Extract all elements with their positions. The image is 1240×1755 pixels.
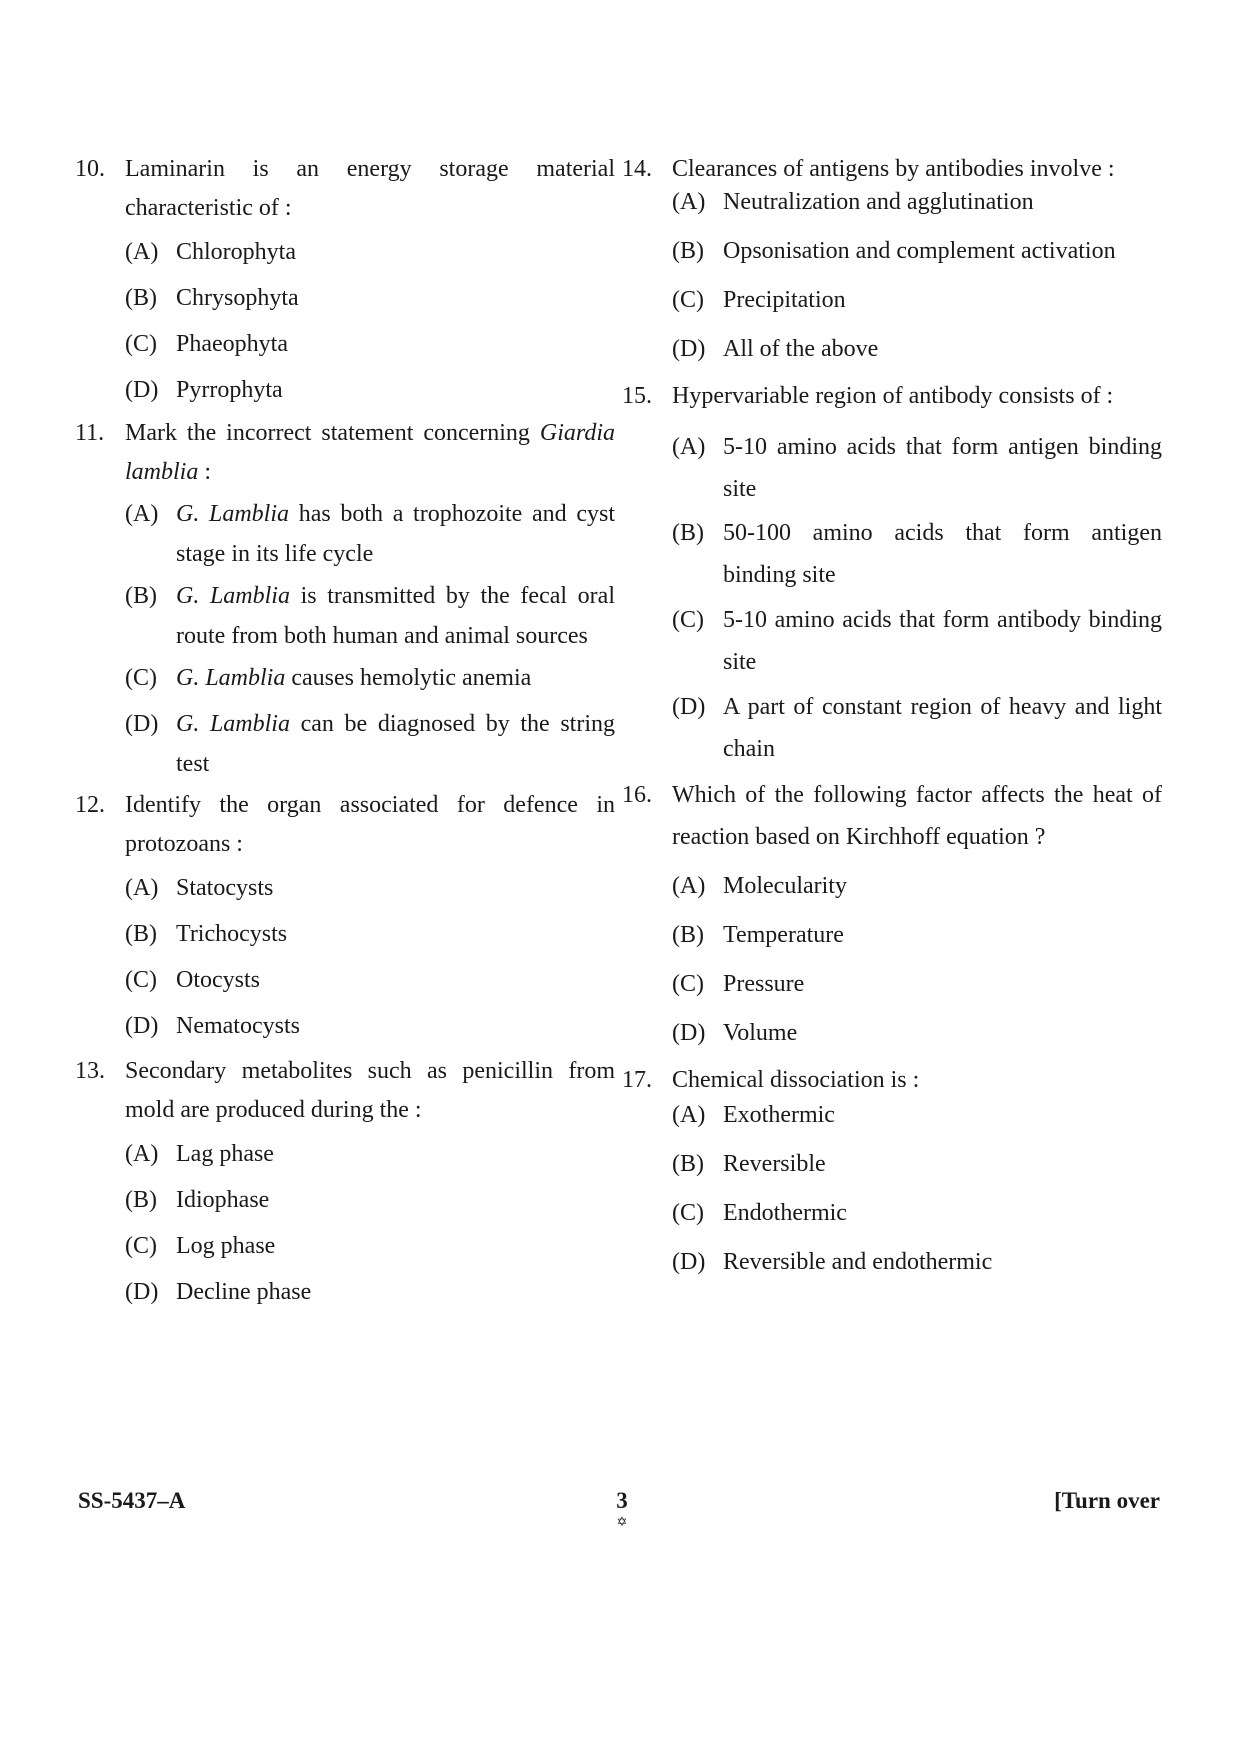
option-b: [125, 914, 615, 954]
option-label: (B): [125, 1187, 157, 1213]
option-b: [672, 512, 1162, 596]
option-label: (A): [125, 501, 159, 527]
option-label: (D): [672, 336, 706, 362]
option-b: [672, 914, 1162, 956]
option-label: (A): [672, 873, 706, 899]
option-text: Pyrrophyta: [176, 377, 283, 403]
question-text: Secondary metabolites such as penicillin from mold are produced during the :: [125, 1058, 615, 1123]
option-text: A part of constant region of heavy and light chain: [723, 694, 1162, 762]
option-d: [672, 686, 1162, 770]
star-icon: ✡: [616, 1514, 628, 1529]
option-label: (B): [672, 922, 704, 948]
option-a: [672, 181, 1162, 223]
option-c: [125, 1226, 615, 1266]
option-text: Log phase: [176, 1233, 276, 1259]
option-text: Reversible and endothermic: [723, 1249, 993, 1275]
option-b: [125, 278, 615, 318]
option-label: (D): [672, 694, 706, 720]
option-b: [672, 230, 1162, 272]
option-italic: G. Lamblia: [176, 665, 286, 691]
option-d: [125, 1006, 615, 1046]
option-italic: G. Lamblia: [176, 583, 290, 609]
option-d: [672, 328, 1162, 370]
option-text: causes hemolytic anemia: [285, 665, 532, 691]
question-text: Hypervariable region of antibody consists of :: [672, 383, 1114, 409]
option-b: [125, 576, 615, 656]
question-11: [75, 414, 615, 777]
question-14: [622, 150, 1162, 362]
option-text: Opsonisation and complement activation: [723, 238, 1116, 264]
option-a: [672, 426, 1162, 510]
option-a: [125, 868, 615, 908]
question-number: 13.: [75, 1058, 105, 1084]
option-label: (D): [125, 1013, 159, 1039]
option-text: Molecularity: [723, 873, 847, 899]
option-text: Phaeophyta: [176, 331, 288, 357]
option-text: Trichocysts: [176, 921, 288, 947]
option-text: has both a trophozoite and cyst stage in its life cycle: [176, 501, 615, 567]
question-13: [75, 1052, 615, 1305]
option-c: [672, 599, 1162, 683]
option-c: [672, 279, 1162, 321]
option-d: [672, 1241, 1162, 1283]
option-label: (A): [672, 189, 706, 215]
option-label: (C): [125, 331, 157, 357]
turn-over-note: [Turn over: [1054, 1488, 1160, 1513]
option-text: Exothermic: [723, 1102, 835, 1128]
option-label: (B): [125, 921, 157, 947]
option-a: [125, 494, 615, 574]
option-text: 5-10 amino acids that form antibody binding site: [723, 607, 1162, 675]
option-text: Endothermic: [723, 1200, 847, 1226]
option-a: [125, 232, 615, 272]
option-label: (D): [125, 1279, 159, 1305]
question-text: Chemical dissociation is :: [672, 1067, 920, 1093]
option-a: [125, 1134, 615, 1174]
option-c: [125, 960, 615, 1000]
option-label: (B): [672, 520, 704, 546]
option-text: Temperature: [723, 922, 844, 948]
option-c: [672, 963, 1162, 1005]
option-text: All of the above: [723, 336, 879, 362]
question-text: Laminarin is an energy storage material characteristic of :: [125, 156, 615, 221]
option-text: is transmitted by the fecal oral route from both human and animal sources: [176, 583, 615, 649]
option-text: 5-10 amino acids that form antigen binding site: [723, 434, 1162, 502]
question-17: [622, 1061, 1162, 1275]
question-12: [75, 786, 615, 1039]
option-label: (D): [125, 377, 159, 403]
question-number: 10.: [75, 156, 105, 182]
option-label: (C): [125, 665, 157, 691]
option-label: (C): [125, 967, 157, 993]
option-text: Pressure: [723, 971, 805, 997]
option-text: Volume: [723, 1020, 798, 1046]
question-text: Mark the incorrect statement concerning: [125, 420, 540, 446]
option-label: (D): [672, 1020, 706, 1046]
question-text: Identify the organ associated for defence in protozoans :: [125, 792, 615, 857]
option-text: Lag phase: [176, 1141, 274, 1167]
question-10: [75, 150, 615, 403]
option-b: [125, 1180, 615, 1220]
question-number: 12.: [75, 792, 105, 818]
option-text: Decline phase: [176, 1279, 312, 1305]
option-label: (B): [672, 238, 704, 264]
option-text: Reversible: [723, 1151, 826, 1177]
option-label: (B): [125, 583, 157, 609]
question-16: [622, 774, 1162, 1046]
option-italic: G. Lamblia: [176, 501, 290, 527]
question-stem: [75, 786, 615, 864]
option-label: (C): [672, 971, 704, 997]
question-text: Clearances of antigens by antibodies involve :: [672, 156, 1115, 182]
option-label: (C): [125, 1233, 157, 1259]
option-c: [672, 1192, 1162, 1234]
question-number: 11.: [75, 420, 105, 446]
option-label: (A): [125, 875, 159, 901]
question-number: 15.: [622, 383, 652, 409]
option-label: (B): [125, 285, 157, 311]
option-c: [125, 658, 615, 698]
option-text: Idiophase: [176, 1187, 270, 1213]
option-text: Otocysts: [176, 967, 260, 993]
question-stem: [622, 774, 1162, 858]
question-stem: [75, 1052, 615, 1130]
option-text: Precipitation: [723, 287, 846, 313]
question-stem: [75, 414, 615, 492]
page-number: 3: [616, 1488, 628, 1513]
option-text: Chlorophyta: [176, 239, 296, 265]
paper-code: SS-5437–A: [78, 1488, 186, 1513]
option-label: (A): [125, 239, 159, 265]
question-text-italic: Giardia lamblia: [125, 420, 615, 485]
option-text: Neutralization and agglutination: [723, 189, 1034, 215]
option-d: [672, 1012, 1162, 1054]
option-label: (C): [672, 1200, 704, 1226]
question-number: 17.: [622, 1067, 652, 1093]
option-d: [125, 370, 615, 410]
option-label: (C): [672, 287, 704, 313]
question-number: 14.: [622, 156, 652, 182]
question-stem: [75, 150, 615, 228]
option-d: [125, 1272, 615, 1312]
option-label: (D): [125, 711, 159, 737]
option-text: Statocysts: [176, 875, 274, 901]
option-text: Chrysophyta: [176, 285, 299, 311]
option-label: (A): [672, 434, 706, 460]
option-a: [672, 1094, 1162, 1136]
question-stem: [622, 377, 1162, 416]
option-label: (A): [672, 1102, 706, 1128]
question-15: [622, 377, 1162, 762]
option-c: [125, 324, 615, 364]
option-label: (A): [125, 1141, 159, 1167]
option-label: (D): [672, 1249, 706, 1275]
option-label: (B): [672, 1151, 704, 1177]
option-label: (C): [672, 607, 704, 633]
option-text: Nematocysts: [176, 1013, 300, 1039]
option-text: can be diagnosed by the string test: [176, 711, 615, 777]
option-d: [125, 704, 615, 784]
option-a: [672, 865, 1162, 907]
option-b: [672, 1143, 1162, 1185]
option-italic: G. Lamblia: [176, 711, 290, 737]
question-text-end: :: [198, 459, 212, 485]
question-number: 16.: [622, 782, 652, 808]
question-text: Which of the following factor affects the heat of reaction based on Kirchhoff equation ?: [672, 782, 1162, 850]
option-text: 50-100 amino acids that form antigen binding site: [723, 520, 1162, 588]
